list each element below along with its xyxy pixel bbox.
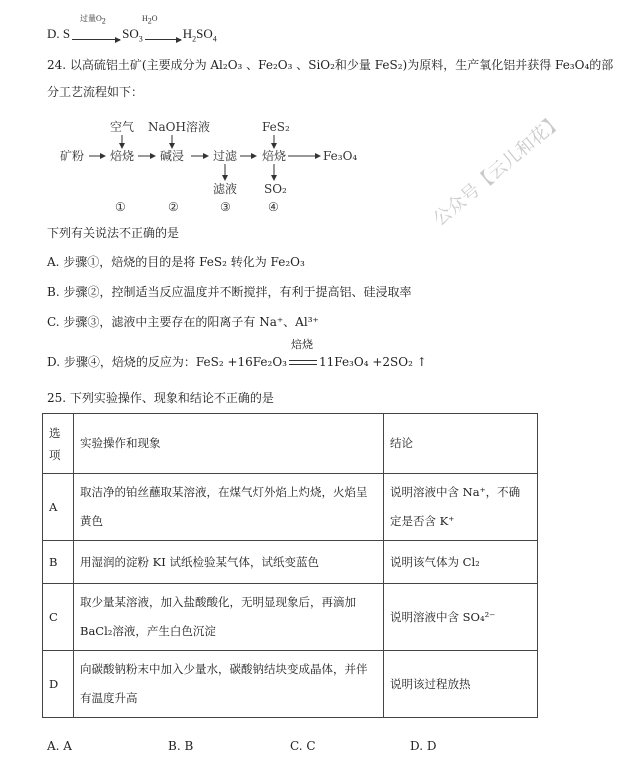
flow-input1: 空气 — [110, 120, 135, 134]
step-number-3: ③ — [220, 200, 231, 214]
table-row — [43, 584, 538, 651]
row-conclusion: 说明该气体为 Cl₂ — [384, 541, 538, 584]
arrow2-condition: $H_2O$ — [142, 14, 158, 26]
row-operation: 取洁净的铂丝蘸取某溶液，在煤气灯外焰上灼烧，火焰呈黄色 — [74, 474, 384, 541]
flow-start: 矿粉 — [60, 149, 85, 163]
row-conclusion: 说明溶液中含 Na⁺，不确定是否含 K⁺ — [384, 474, 538, 541]
header-operation: 实验操作和现象 — [74, 414, 384, 474]
flow-output3: 滤液 — [213, 182, 238, 196]
table-row — [43, 541, 538, 584]
flow-output4: SO₂ — [264, 182, 287, 196]
answer-a: A. A — [47, 739, 72, 753]
reaction-condition: 焙烧 — [291, 338, 313, 351]
prev-option-d: D. S $SO_3$ $H_2SO_4$ — [47, 26, 217, 44]
row-option: B — [43, 541, 74, 584]
answer-c: C. C — [290, 739, 316, 753]
flow-end: Fe₃O₄ — [323, 149, 358, 163]
step-number-4: ④ — [268, 200, 279, 214]
table-row — [43, 651, 538, 718]
q24-option-c: C. 步骤③，滤液中主要存在的阳离子有 Na⁺、Al³⁺ — [47, 315, 319, 329]
answer-b: B. B — [168, 739, 194, 753]
arrow1-condition: 过量$O_2$ — [80, 14, 106, 26]
flow-step2: 碱浸 — [160, 149, 185, 163]
flow-step3: 过滤 — [213, 149, 238, 163]
q25-stem: 25. 下列实验操作、现象和结论不正确的是 — [47, 391, 274, 405]
row-option: C — [43, 584, 74, 651]
row-operation: 用湿润的淀粉 KI 试纸检验某气体，试纸变蓝色 — [74, 541, 384, 584]
q24-option-a: A. 步骤①，焙烧的目的是将 FeS₂ 转化为 Fe₂O₃ — [47, 255, 305, 269]
step-number-2: ② — [168, 200, 179, 214]
q24-stem-line1: 24. 以高硫铝土矿(主要成分为 Al₂O₃ 、Fe₂O₃ 、SiO₂和少量 FeS₂)为原料，生产氧化铝并获得 Fe₃O₄的部 — [47, 58, 614, 72]
flow-input4: FeS₂ — [262, 120, 290, 134]
q25-table — [42, 413, 538, 718]
row-operation: 取少量某溶液，加入盐酸酸化，无明显现象后，再滴加 BaCl₂溶液，产生白色沉淀 — [74, 584, 384, 651]
flow-step1: 焙烧 — [110, 149, 135, 163]
q24-option-d: D. 步骤④，焙烧的反应为：FeS₂ +16Fe₂O₃ 焙烧 11Fe₃O₄ +2SO₂ ↑ — [47, 338, 427, 369]
equals-sign-icon — [289, 360, 317, 365]
q24-question: 下列有关说法不正确的是 — [47, 226, 180, 240]
table-row — [43, 474, 538, 541]
header-conclusion: 结论 — [384, 414, 538, 474]
flow-input2: NaOH溶液 — [148, 120, 210, 134]
step-number-1: ① — [115, 200, 126, 214]
watermark: 公众号【云儿和花】 — [429, 110, 567, 231]
row-option: D — [43, 651, 74, 718]
flow-arrows — [0, 0, 618, 230]
flow-step4: 焙烧 — [262, 149, 287, 163]
row-option: A — [43, 474, 74, 541]
header-option: 选项 — [43, 414, 74, 474]
q24-option-b: B. 步骤②，控制适当反应温度并不断搅拌，有利于提高铝、硅浸取率 — [47, 285, 412, 299]
row-conclusion: 说明溶液中含 SO₄²⁻ — [384, 584, 538, 651]
row-operation: 向碳酸钠粉末中加入少量水，碳酸钠结块变成晶体，并伴有温度升高 — [74, 651, 384, 718]
row-conclusion: 说明该过程放热 — [384, 651, 538, 718]
answer-d: D. D — [410, 739, 437, 753]
q24-stem-line2: 分工艺流程如下： — [47, 85, 144, 99]
